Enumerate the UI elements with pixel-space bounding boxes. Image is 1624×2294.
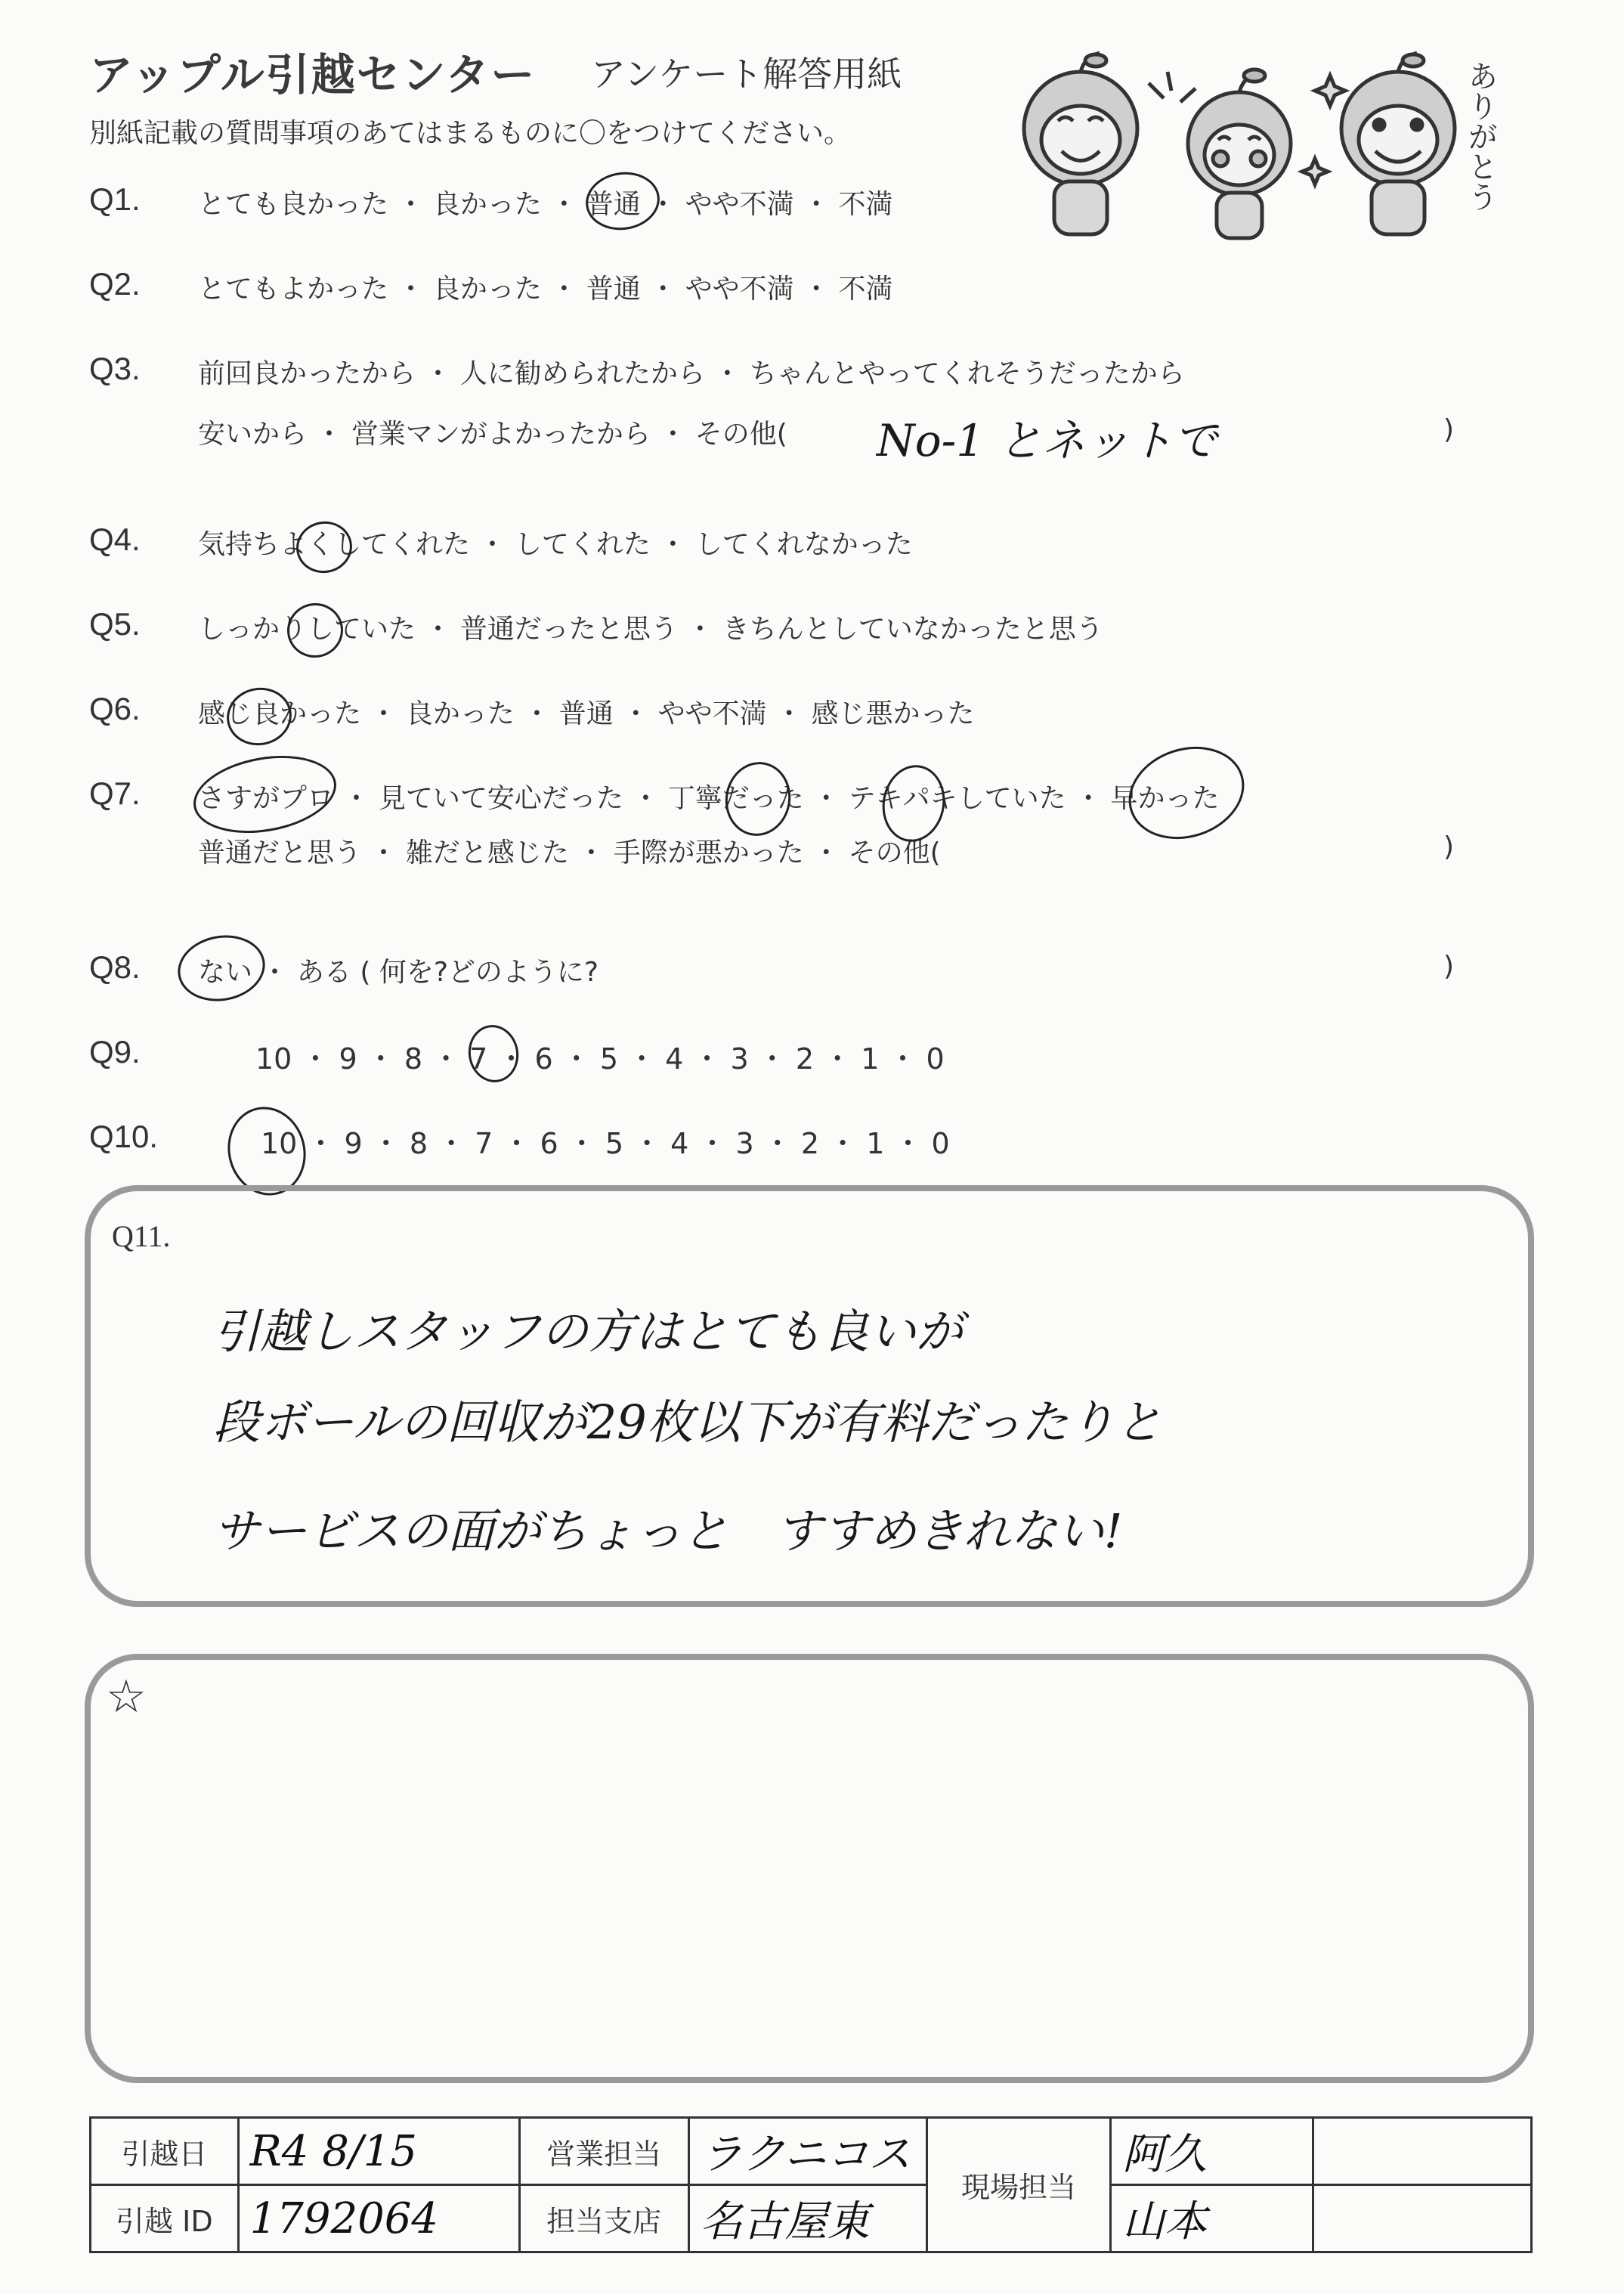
form-title: アップル引越センター: [89, 49, 537, 101]
q6-label: Q6.: [89, 691, 141, 726]
star-icon: ☆: [106, 1672, 147, 1722]
sales-rep-label: 営業担当: [519, 2118, 688, 2185]
q6-options: 感じ良かった ・ 良かった ・ 普通 ・ やや不満 ・ 感じ悪かった: [198, 698, 975, 729]
q7-mark-fast: [1117, 732, 1257, 853]
mascot-illustration: [982, 45, 1511, 249]
q7-options-line2: 普通だと思う ・ 雑だと感じた ・ 手際が悪かった ・ その他(: [198, 837, 941, 868]
q4-label: Q4.: [89, 522, 141, 557]
q7-close-paren: ): [1443, 831, 1455, 862]
site-staff-value-1: 阿久: [1111, 2118, 1313, 2185]
mascot-thanks-text: ありがとう: [1463, 60, 1498, 212]
q3-close-paren: ): [1443, 414, 1455, 445]
q7-label: Q7.: [89, 776, 141, 811]
q3-label: Q3.: [89, 351, 141, 386]
q2-options: とてもよかった ・ 良かった ・ 普通 ・ やや不満 ・ 不満: [198, 274, 893, 305]
site-staff-extra-1: [1313, 2118, 1531, 2185]
q1-selection-mark: [582, 168, 664, 235]
sales-rep-value: ラクニコス: [688, 2118, 926, 2185]
moving-date-label: 引越日: [91, 2118, 239, 2185]
q2-label: Q2.: [89, 266, 141, 302]
q3-handwritten-other: No-1 とネットで: [877, 415, 1217, 466]
q8-selection-mark: [172, 929, 270, 1008]
q7-mark-polite: [719, 757, 797, 841]
q1-label: Q1.: [89, 181, 141, 217]
info-table: [89, 2116, 1533, 2253]
q11-comment-line-2: 段ボールの回収が29枚以下が有料だったりと: [213, 1395, 1162, 1450]
q8-close-paren: ): [1443, 951, 1455, 982]
q3-options-line2: 安いから ・ 営業マンがよかったから ・ その他(: [198, 419, 787, 450]
q10-label: Q10.: [89, 1119, 159, 1154]
star-comment-box: [85, 1654, 1534, 2083]
form-subtitle: アンケート解答用紙: [591, 54, 902, 94]
instruction-text: 別紙記載の質問事項のあてはまるものに〇をつけてください。: [89, 118, 852, 149]
moving-id-value: 1792064: [238, 2185, 519, 2252]
q8-label: Q8.: [89, 949, 141, 985]
q8-options: ない ・ ある ( 何を?どのように?: [198, 957, 599, 988]
q7-options-line1: さすがプロ ・ 見ていて安心だった ・ 丁寧だった ・ テキパキしていた ・ 早かった: [198, 783, 1220, 814]
q9-label: Q9.: [89, 1034, 141, 1070]
moving-id-label: 引越 ID: [91, 2185, 239, 2252]
branch-value: 名古屋東: [688, 2185, 926, 2252]
q3-options-line1: 前回良かったから ・ 人に勧められたから ・ ちゃんとやってくれそうだったから: [198, 358, 1185, 389]
q11-label: Q11.: [112, 1219, 171, 1253]
branch-label: 担当支店: [519, 2185, 688, 2252]
site-staff-label: 現場担当: [926, 2118, 1110, 2252]
moving-date-value: R4 8/15: [238, 2118, 519, 2185]
q5-label: Q5.: [89, 606, 141, 642]
site-staff-value-2: 山本: [1111, 2185, 1313, 2252]
q11-comment-line-1: 引越しスタッフの方はとても良いが: [213, 1304, 964, 1359]
q7-mark-professional: [187, 745, 342, 844]
q5-options: しっかりしていた ・ 普通だったと思う ・ きちんとしていなかったと思う: [198, 614, 1103, 645]
q4-options: 気持ちよくしてくれた ・ してくれた ・ してくれなかった: [198, 529, 913, 560]
q1-options: とても良かった ・ 良かった ・ 普通 ・ やや不満 ・ 不満: [198, 189, 893, 220]
q10-scale: 10 ・ 9 ・ 8 ・ 7 ・ 6 ・ 5 ・ 4 ・ 3 ・ 2 ・ 1 ・ 0: [261, 1127, 950, 1160]
monkey-mascots-icon: [982, 45, 1511, 249]
q11-comment-line-3: サービスの面がちょっと すすめきれない!: [213, 1503, 1123, 1559]
site-staff-extra-2: [1313, 2185, 1531, 2252]
q9-scale: 10 ・ 9 ・ 8 ・ 7 ・ 6 ・ 5 ・ 4 ・ 3 ・ 2 ・ 1 ・ 0: [255, 1042, 945, 1076]
